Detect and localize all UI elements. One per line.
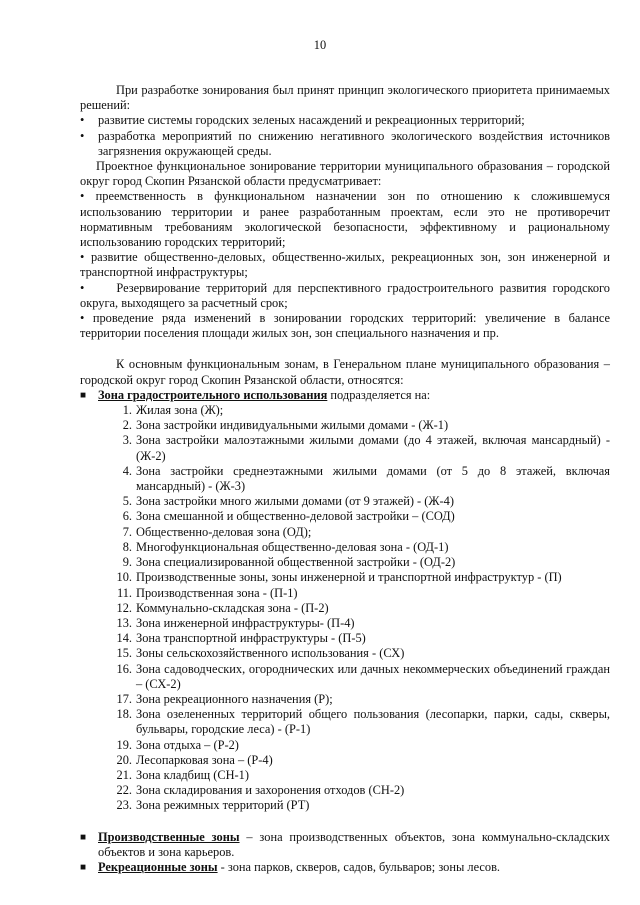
zone-list-item [80,494,610,509]
item-number: 19. [116,737,132,752]
item-number: 10. [116,570,132,585]
item-text: Зона застройки среднеэтажными жилыми домами (от 5 до 8 этажей, включая мансардный) - (Ж-3) [136,463,610,494]
page-body [80,83,610,875]
zone-suffix: подразделяется на: [327,387,431,402]
item-number: 17. [116,691,132,706]
item-text: Производственная зона - (П-1) [136,585,298,600]
zone-text: - зона парков, скверов, садов, бульваров; зоны лесов. [217,859,501,874]
zone-list-item [80,586,610,601]
item-number: 20. [116,752,132,767]
principle-paragraph: При разработке зонирования был принят принцип экологического приоритета принимаемых решений: [80,83,610,113]
zone-list-item [80,540,610,555]
zones-lead-paragraph: К основным функциональным зонам, в Генеральном плане муниципального образования – городской округ город Скопин Рязанской области, относятся: [80,357,610,387]
provision-item: • Резервирование территорий для перспективного градостроительного развития городского округа, выходящего за расчетный срок; [80,280,610,310]
item-text: Зона застройки индивидуальными жилыми домами - (Ж-1) [136,418,449,433]
square-bullet-icon: ■ [80,831,87,843]
item-number: 9. [122,555,132,570]
bullet-dot-icon: • [80,113,85,128]
item-number: 4. [122,463,132,478]
zone-list-item [80,662,610,692]
item-number: 13. [116,615,132,630]
zone-title: Зона градостроительного использования [98,387,328,402]
zone-text: – зона производственных объектов, зона коммунально-складских объектов и зона карьеров. [98,829,610,859]
item-number: 11. [116,585,132,600]
bullet-dot-icon: • [80,189,96,204]
item-text: Зона специализированной общественной застройки - (ОД-2) [136,555,456,570]
zone-list [80,403,610,813]
item-number: 12. [116,600,132,615]
zone-list-item [80,631,610,646]
item-text: Зона транспортной инфраструктуры - (П-5) [136,631,366,646]
zone-list-item [80,570,610,585]
item-text: Зоны сельскохозяйственного использования - (СХ) [136,646,405,661]
zone-list-item [80,433,610,463]
page-number: 10 [313,38,327,52]
provision-item: • преемственность в функциональном назначении зон по отношению к сложившемуся использованию территории и ранее разработанным проектам, если это не противоречит нормативным требованиям экологической безопасности, эффективному и рациональному использованию городских территорий; [80,189,610,250]
item-text: Зона застройки малоэтажными жилыми домами (до 4 этажей, включая мансардный) - (Ж-2) [136,433,610,463]
item-text: Зона застройки много жилыми домами (от 9 этажей) - (Ж-4) [136,494,454,509]
item-text: Зона инженерной инфраструктуры- (П-4) [136,615,355,630]
item-number: 5. [122,494,132,509]
item-text: Зона садоводческих, огороднических или дачных некоммерческих объединений граждан – (СХ-2) [136,661,610,691]
list-item [80,860,610,875]
zone-list-item [80,753,610,768]
item-number: 7. [122,524,132,539]
item-text: Зона рекреационного назначения (Р); [136,691,333,706]
item-text: Многофункциональная общественно-деловая зона - (ОД-1) [136,539,449,554]
zone-list-item [80,555,610,570]
zone-list-item [80,509,610,524]
list-item [80,129,610,159]
item-text: Общественно-деловая зона (ОД); [136,524,312,539]
other-zones-list [80,830,610,876]
item-number: 21. [116,767,132,782]
zone-urban-heading [80,388,610,403]
project-lead-paragraph: Проектное функциональное зонирование территории муниципального образования – городской округ город Скопин Рязанской области предусматривает: [80,159,610,189]
zone-list-item [80,525,610,540]
zone-title: Рекреационные зоны [98,859,218,874]
item-text: Зона озелененных территорий общего пользования (лесопарки, парки, сады, скверы, бульвары, городские леса) - (Р-1) [136,707,610,737]
square-bullet-icon: ■ [80,389,87,401]
item-text: Производственные зоны, зоны инженерной и транспортной инфраструктур - (П) [136,570,562,585]
item-text: Лесопарковая зона – (Р-4) [136,752,273,767]
item-number: 8. [122,539,132,554]
bullet-dot-icon: • [80,250,91,265]
bullet-dot-icon: • [80,280,85,295]
item-number: 23. [116,798,132,813]
item-number: 1. [122,403,132,418]
item-number: 14. [116,631,132,646]
zone-list-item [80,418,610,433]
zone-list-item [80,692,610,707]
item-number: 2. [122,418,132,433]
item-text: Зона кладбищ (СН-1) [136,767,249,782]
bullet-dot-icon: • [80,128,85,143]
zone-list-item [80,738,610,753]
item-text: Зона отдыха – (Р-2) [136,737,239,752]
item-number: 18. [116,707,132,722]
item-text: Жилая зона (Ж); [136,403,224,418]
zone-title: Производственные зоны [98,829,240,844]
item-number: 16. [116,661,132,676]
zone-list-item [80,798,610,813]
item-number: 22. [116,783,132,798]
bullet-dot-icon: • [80,311,93,326]
zone-list-item [80,646,610,661]
item-text: Зона смешанной и общественно-деловой застройки – (СОД) [136,509,455,524]
item-text: Коммунально-складская зона - (П-2) [136,600,329,615]
zone-list-item [80,783,610,798]
zone-list-item [80,601,610,616]
item-text: Зона режимных территорий (РТ) [136,798,310,813]
zone-list-item [80,616,610,631]
bullet-text: развитие системы городских зеленых насаждений и рекреационных территорий; [98,113,525,128]
item-text: Зона складирования и захоронения отходов (СН-2) [136,783,405,798]
list-item [80,830,610,860]
item-number: 15. [116,646,132,661]
provision-item: • проведение ряда изменений в зонировании городских территорий: увеличение в балансе территории поселения площади жилых зон, зон специального назначения и пр. [80,311,610,341]
zone-list-item [80,768,610,783]
bullet-text: разработка мероприятий по снижению негативного экологического воздействия источников загрязнения окружающей среды. [98,128,610,158]
list-item [80,113,610,128]
square-bullet-icon: ■ [80,861,87,873]
zone-list-item [80,403,610,418]
provision-item: • развитие общественно-деловых, общественно-жилых, рекреационных зон, зон инженерной и транспортной инфраструктуры; [80,250,610,280]
zone-list-item [80,707,610,737]
item-number: 3. [122,433,132,448]
item-number: 6. [122,509,132,524]
zone-list-item [80,464,610,494]
